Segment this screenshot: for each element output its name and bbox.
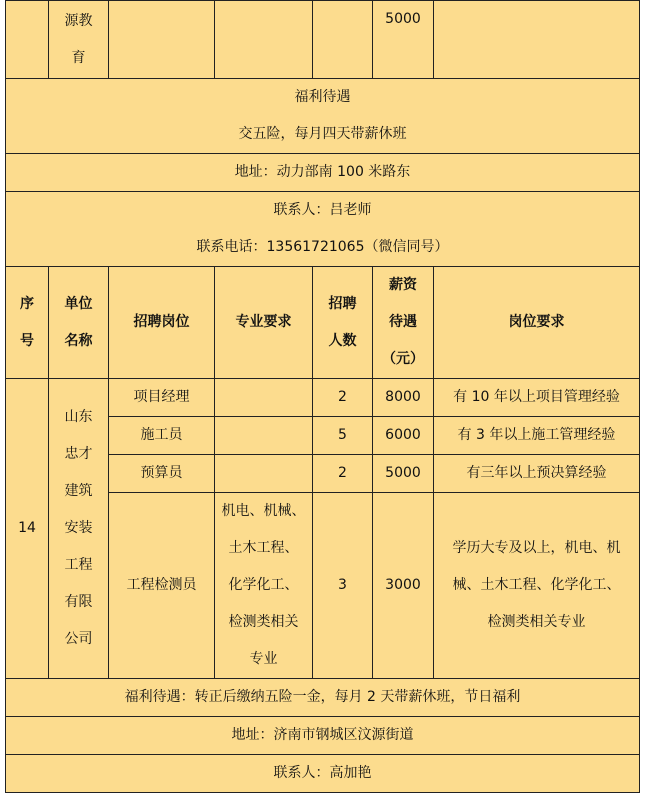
count-cell: 3 bbox=[313, 493, 373, 679]
contact-row bbox=[6, 192, 640, 267]
major-cell bbox=[215, 1, 313, 79]
salary-cell: 6000 bbox=[373, 417, 434, 455]
welfare-text: 交五险，每月四天带薪休班 bbox=[238, 126, 407, 142]
count-cell: 5 bbox=[313, 417, 373, 455]
welfare-cell bbox=[6, 79, 640, 154]
welfare-row bbox=[6, 679, 640, 717]
address-cell: 地址：济南市钢城区汶源街道 bbox=[6, 717, 640, 755]
header-seq: 序 号 bbox=[6, 267, 49, 379]
requirement-cell: 有 3 年以上施工管理经验 bbox=[434, 417, 640, 455]
header-count: 招聘 人数 bbox=[313, 267, 373, 379]
salary-cell: 5000 bbox=[373, 1, 434, 79]
contact-cell bbox=[6, 192, 640, 267]
welfare-title: 福利待遇 bbox=[294, 89, 351, 105]
unit-name-cell: 源教 育 bbox=[49, 1, 109, 79]
seq-cell: 14 bbox=[6, 379, 49, 679]
position-cell: 施工员 bbox=[109, 417, 215, 455]
address-cell: 地址：动力部南 100 米路东 bbox=[6, 154, 640, 192]
header-salary: 薪资 待遇 （元） bbox=[373, 267, 434, 379]
welfare-row bbox=[6, 79, 640, 154]
count-cell bbox=[313, 1, 373, 79]
welfare-cell: 福利待遇：转正后缴纳五险一金，每月 2 天带薪休班，节日福利 bbox=[6, 679, 640, 717]
recruitment-table bbox=[5, 0, 640, 793]
count-cell: 2 bbox=[313, 379, 373, 417]
header-position: 招聘岗位 bbox=[109, 267, 215, 379]
requirement-cell: 有三年以上预决算经验 bbox=[434, 455, 640, 493]
contact-cell: 联系人：高加艳 bbox=[6, 755, 640, 793]
table-row bbox=[6, 1, 640, 79]
address-row bbox=[6, 154, 640, 192]
position-cell: 预算员 bbox=[109, 455, 215, 493]
salary-cell: 8000 bbox=[373, 379, 434, 417]
count-cell: 2 bbox=[313, 455, 373, 493]
salary-cell: 3000 bbox=[373, 493, 434, 679]
contact-row bbox=[6, 755, 640, 793]
major-cell: 机电、机械、 土木工程、 化学化工、 检测类相关 专业 bbox=[215, 493, 313, 679]
requirement-cell: 有 10 年以上项目管理经验 bbox=[434, 379, 640, 417]
header-requirement: 岗位要求 bbox=[434, 267, 640, 379]
unit-name-cell: 山东 忠才 建筑 安装 工程 有限 公司 bbox=[49, 379, 109, 679]
requirement-cell bbox=[434, 1, 640, 79]
contact-person: 联系人：吕老师 bbox=[273, 202, 372, 218]
major-cell bbox=[215, 379, 313, 417]
job-table-sheet bbox=[5, 0, 640, 793]
position-cell: 工程检测员 bbox=[109, 493, 215, 679]
seq-cell bbox=[6, 1, 49, 79]
contact-phone: 联系电话：13561721065（微信同号） bbox=[196, 239, 449, 255]
header-unit: 单位 名称 bbox=[49, 267, 109, 379]
table-row bbox=[6, 379, 640, 417]
address-row bbox=[6, 717, 640, 755]
position-cell: 项目经理 bbox=[109, 379, 215, 417]
major-cell bbox=[215, 455, 313, 493]
major-cell bbox=[215, 417, 313, 455]
requirement-cell: 学历大专及以上，机电、机 械、土木工程、化学化工、 检测类相关专业 bbox=[434, 493, 640, 679]
position-cell bbox=[109, 1, 215, 79]
salary-cell: 5000 bbox=[373, 455, 434, 493]
header-row bbox=[6, 267, 640, 379]
header-major: 专业要求 bbox=[215, 267, 313, 379]
